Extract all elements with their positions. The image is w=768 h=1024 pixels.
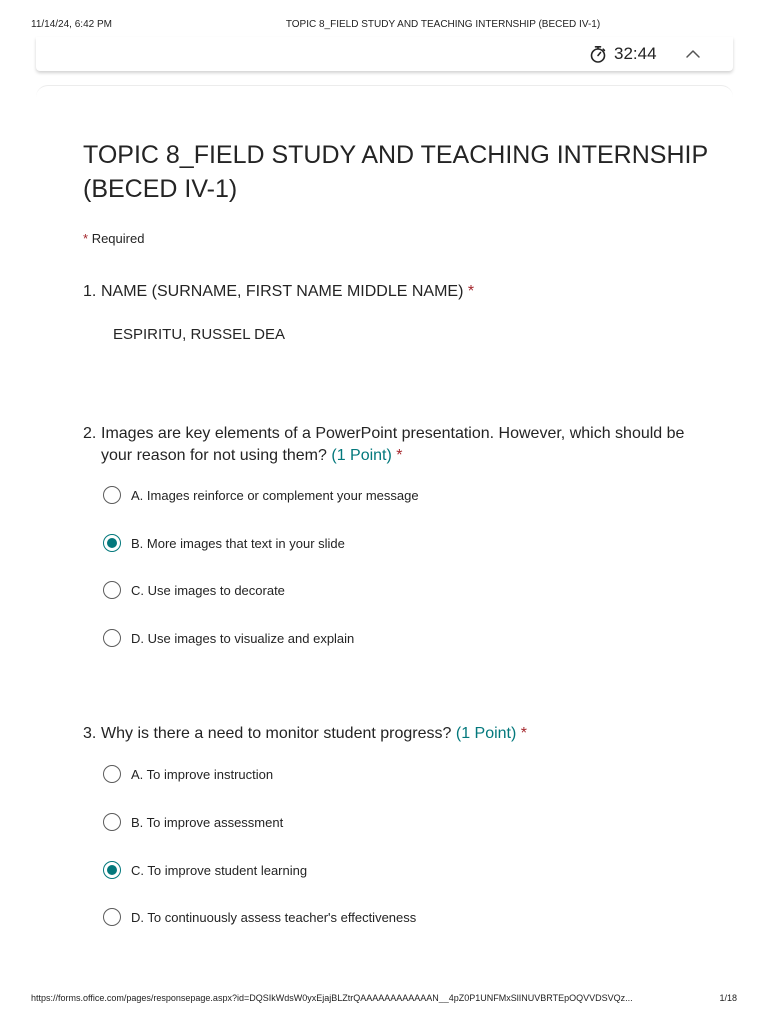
question-points: (1 Point)	[455, 725, 517, 742]
required-note	[83, 231, 144, 246]
required-asterisk: *	[520, 725, 528, 742]
chevron-up-icon[interactable]	[682, 44, 704, 64]
question-number: 3.	[83, 725, 97, 742]
question-number: 2.	[83, 425, 97, 442]
required-asterisk: *	[396, 447, 403, 464]
question-points: (1 Point)	[331, 447, 392, 464]
name-answer-field[interactable]: ESPIRITU, RUSSEL DEA	[113, 326, 285, 343]
option-label: D. Use images to visualize and explain	[131, 630, 355, 646]
print-page-title: TOPIC 8_FIELD STUDY AND TEACHING INTERNSHIP (BECED IV-1)	[285, 19, 601, 30]
radio-button[interactable]	[103, 908, 121, 926]
print-page-number: 1/18	[719, 993, 737, 1003]
timer-bar	[36, 37, 733, 71]
required-label: Required	[91, 231, 145, 246]
option-label: B. To improve assessment	[131, 814, 284, 830]
required-asterisk: *	[83, 231, 89, 246]
question-text: Images are key elements of a PowerPoint presentation. However, which should be your reason for not using them? (1 Point) *	[101, 425, 685, 464]
option-label: A. Images reinforce or complement your message	[131, 487, 419, 503]
stopwatch-icon	[589, 45, 607, 63]
print-footer	[0, 993, 768, 1007]
option-label: C. Use images to decorate	[131, 582, 285, 598]
print-header	[0, 19, 768, 33]
radio-button-selected[interactable]	[103, 534, 121, 552]
q3-option-d[interactable]	[103, 906, 416, 928]
q3-option-b[interactable]	[103, 811, 283, 833]
question-2	[83, 423, 703, 467]
option-label: A. To improve instruction	[131, 766, 274, 782]
q2-option-c[interactable]	[103, 579, 285, 601]
form-title: TOPIC 8_FIELD STUDY AND TEACHING INTERNSHIP (BECED IV-1)	[83, 141, 708, 203]
question-1	[83, 281, 703, 303]
q3-option-c[interactable]	[103, 859, 307, 881]
timer-value: 32:44	[614, 44, 657, 63]
radio-button[interactable]	[103, 629, 121, 647]
print-datetime: 11/14/24, 6:42 PM	[31, 19, 112, 30]
q3-option-a[interactable]	[103, 763, 273, 785]
question-number: 1.	[83, 283, 97, 300]
q2-option-a[interactable]	[103, 484, 419, 506]
q2-option-d[interactable]	[103, 627, 354, 649]
q2-option-b[interactable]	[103, 532, 345, 554]
radio-button[interactable]	[103, 765, 121, 783]
option-label: C. To improve student learning	[131, 862, 308, 878]
question-3	[83, 723, 703, 745]
radio-button-selected[interactable]	[103, 861, 121, 879]
option-label: B. More images that text in your slide	[131, 535, 345, 551]
radio-button[interactable]	[103, 813, 121, 831]
required-asterisk: *	[467, 283, 475, 300]
print-url: https://forms.office.com/pages/responsepage.aspx?id=DQSIkWdsW0yxEjajBLZtrQAAAAAAAAAAAAN__4pZ0P1UNFMxSlINUVBRTEpOQVVDSVQz...	[31, 993, 633, 1003]
radio-button[interactable]	[103, 581, 121, 599]
question-text: Why is there a need to monitor student progress? (1 Point) *	[101, 725, 528, 742]
question-text: NAME (SURNAME, FIRST NAME MIDDLE NAME) *	[101, 283, 475, 300]
option-label: D. To continuously assess teacher's effectiveness	[131, 909, 417, 925]
radio-button[interactable]	[103, 486, 121, 504]
